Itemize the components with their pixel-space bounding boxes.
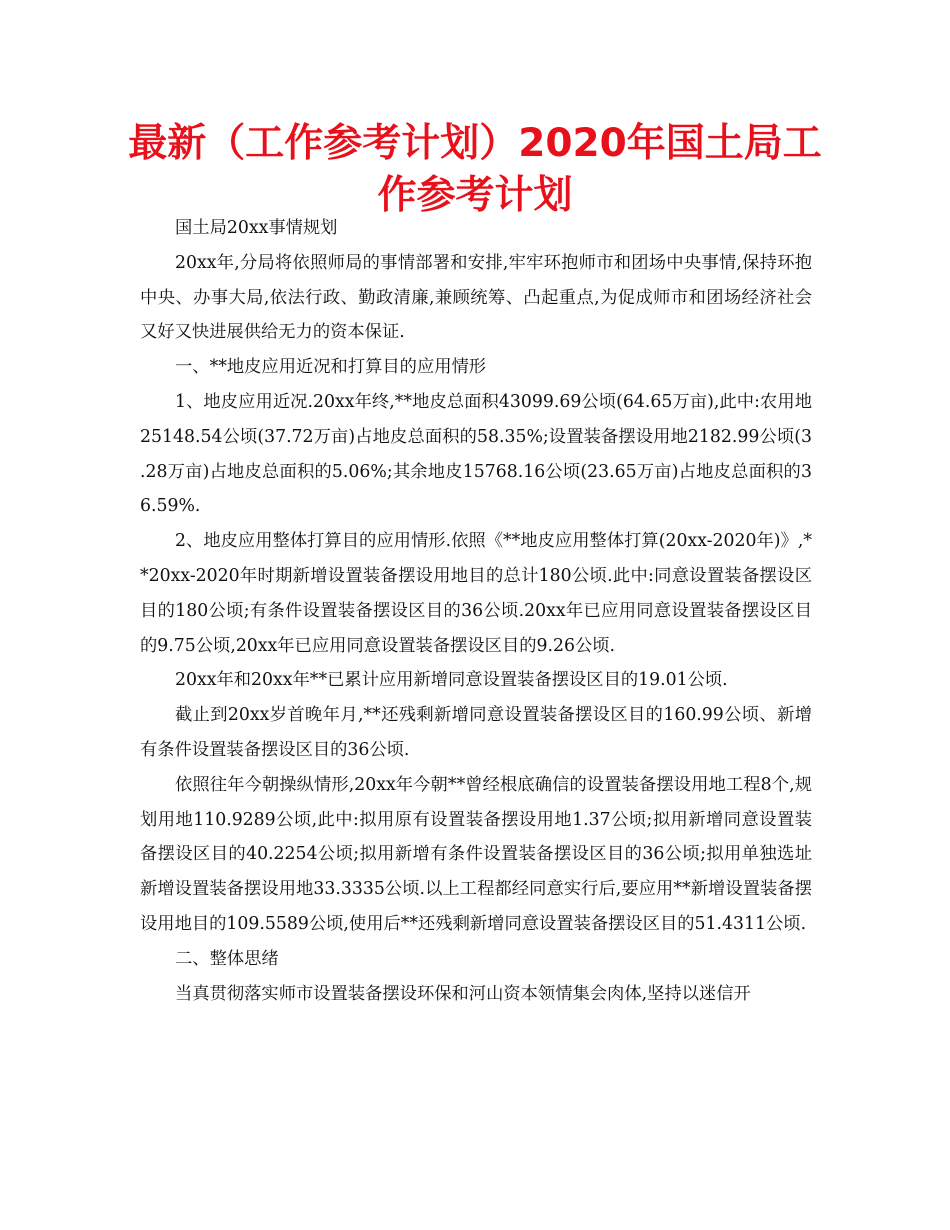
document-title: 最新（工作参考计划）2020年国土局工作参考计划 bbox=[128, 121, 822, 218]
paragraph-plan-heading: 国土局20xx事情规划 bbox=[175, 218, 338, 238]
paragraph-overall-plan-targets: 2、地皮应用整体打算目的应用情形.依照《**地皮应用整体打算(20xx-2020年)》,**20xx-2020年时期新增设置装备摆设用地目的总计180公顷.此中:同意设置装备摆设区目的180公顷;有条件设置装备摆设区目的36公顷.20xx年已应用同意设置装备摆设区目的9.75公顷,20xx年已应用同意设置装备摆设区目的9.26公顷. bbox=[140, 531, 812, 656]
section-heading-land-use: 一、**地皮应用近况和打算目的应用情形 bbox=[175, 357, 487, 378]
paragraph-intro: 20xx年,分局将依照师局的事情部署和安排,牢牢环抱师市和团场中央事情,保持环抱中央、办事大局,依法行政、勤政清廉,兼顾统筹、凸起重点,为促成师市和团场经济社会又好又快进展供给无力的资本保证. bbox=[140, 252, 812, 343]
paragraph-current-projects: 依照往年今朝操纵情形,20xx年今朝**曾经根底确信的设置装备摆设用地工程8个,规划用地110.9289公顷,此中:拟用原有设置装备摆设用地1.37公顷;拟用新增同意设置装备摆设区目的40.2254公顷;拟用新增有条件设置装备摆设区目的36公顷;拟用单独选址新增设置装备摆设用地33.3335公顷.以上工程都经同意实行后,要应用**新增设置装备摆设用地目的109.5589公顷,使用后**还残剩新增同意设置装备摆设区目的51.4311公顷. bbox=[140, 774, 812, 934]
paragraph-cumulative-use: 20xx年和20xx年**已累计应用新增同意设置装备摆设区目的19.01公顷. bbox=[175, 670, 728, 691]
paragraph-land-use-status: 1、地皮应用近况.20xx年终,**地皮总面积43099.69公顷(64.65万亩),此中:农用地25148.54公顷(37.72万亩)占地皮总面积的58.35%;设置装备摆设用地2182.99公顷(3.28万亩)占地皮总面积的5.06%;其余地皮15768.16公顷(23.65万亩)占地皮总面积的36.59%. bbox=[140, 391, 812, 517]
paragraph-remaining-targets: 截止到20xx岁首晚年月,**还残剩新增同意设置装备摆设区目的160.99公顷、新增有条件设置装备摆设区目的36公顷. bbox=[140, 705, 812, 760]
document-body bbox=[140, 211, 812, 1011]
paragraph-approach-start: 当真贯彻落实师市设置装备摆设环保和河山资本领情集会肉体,坚持以迷信开 bbox=[175, 983, 751, 1004]
section-heading-overall-approach: 二、整体思绪 bbox=[175, 948, 279, 969]
